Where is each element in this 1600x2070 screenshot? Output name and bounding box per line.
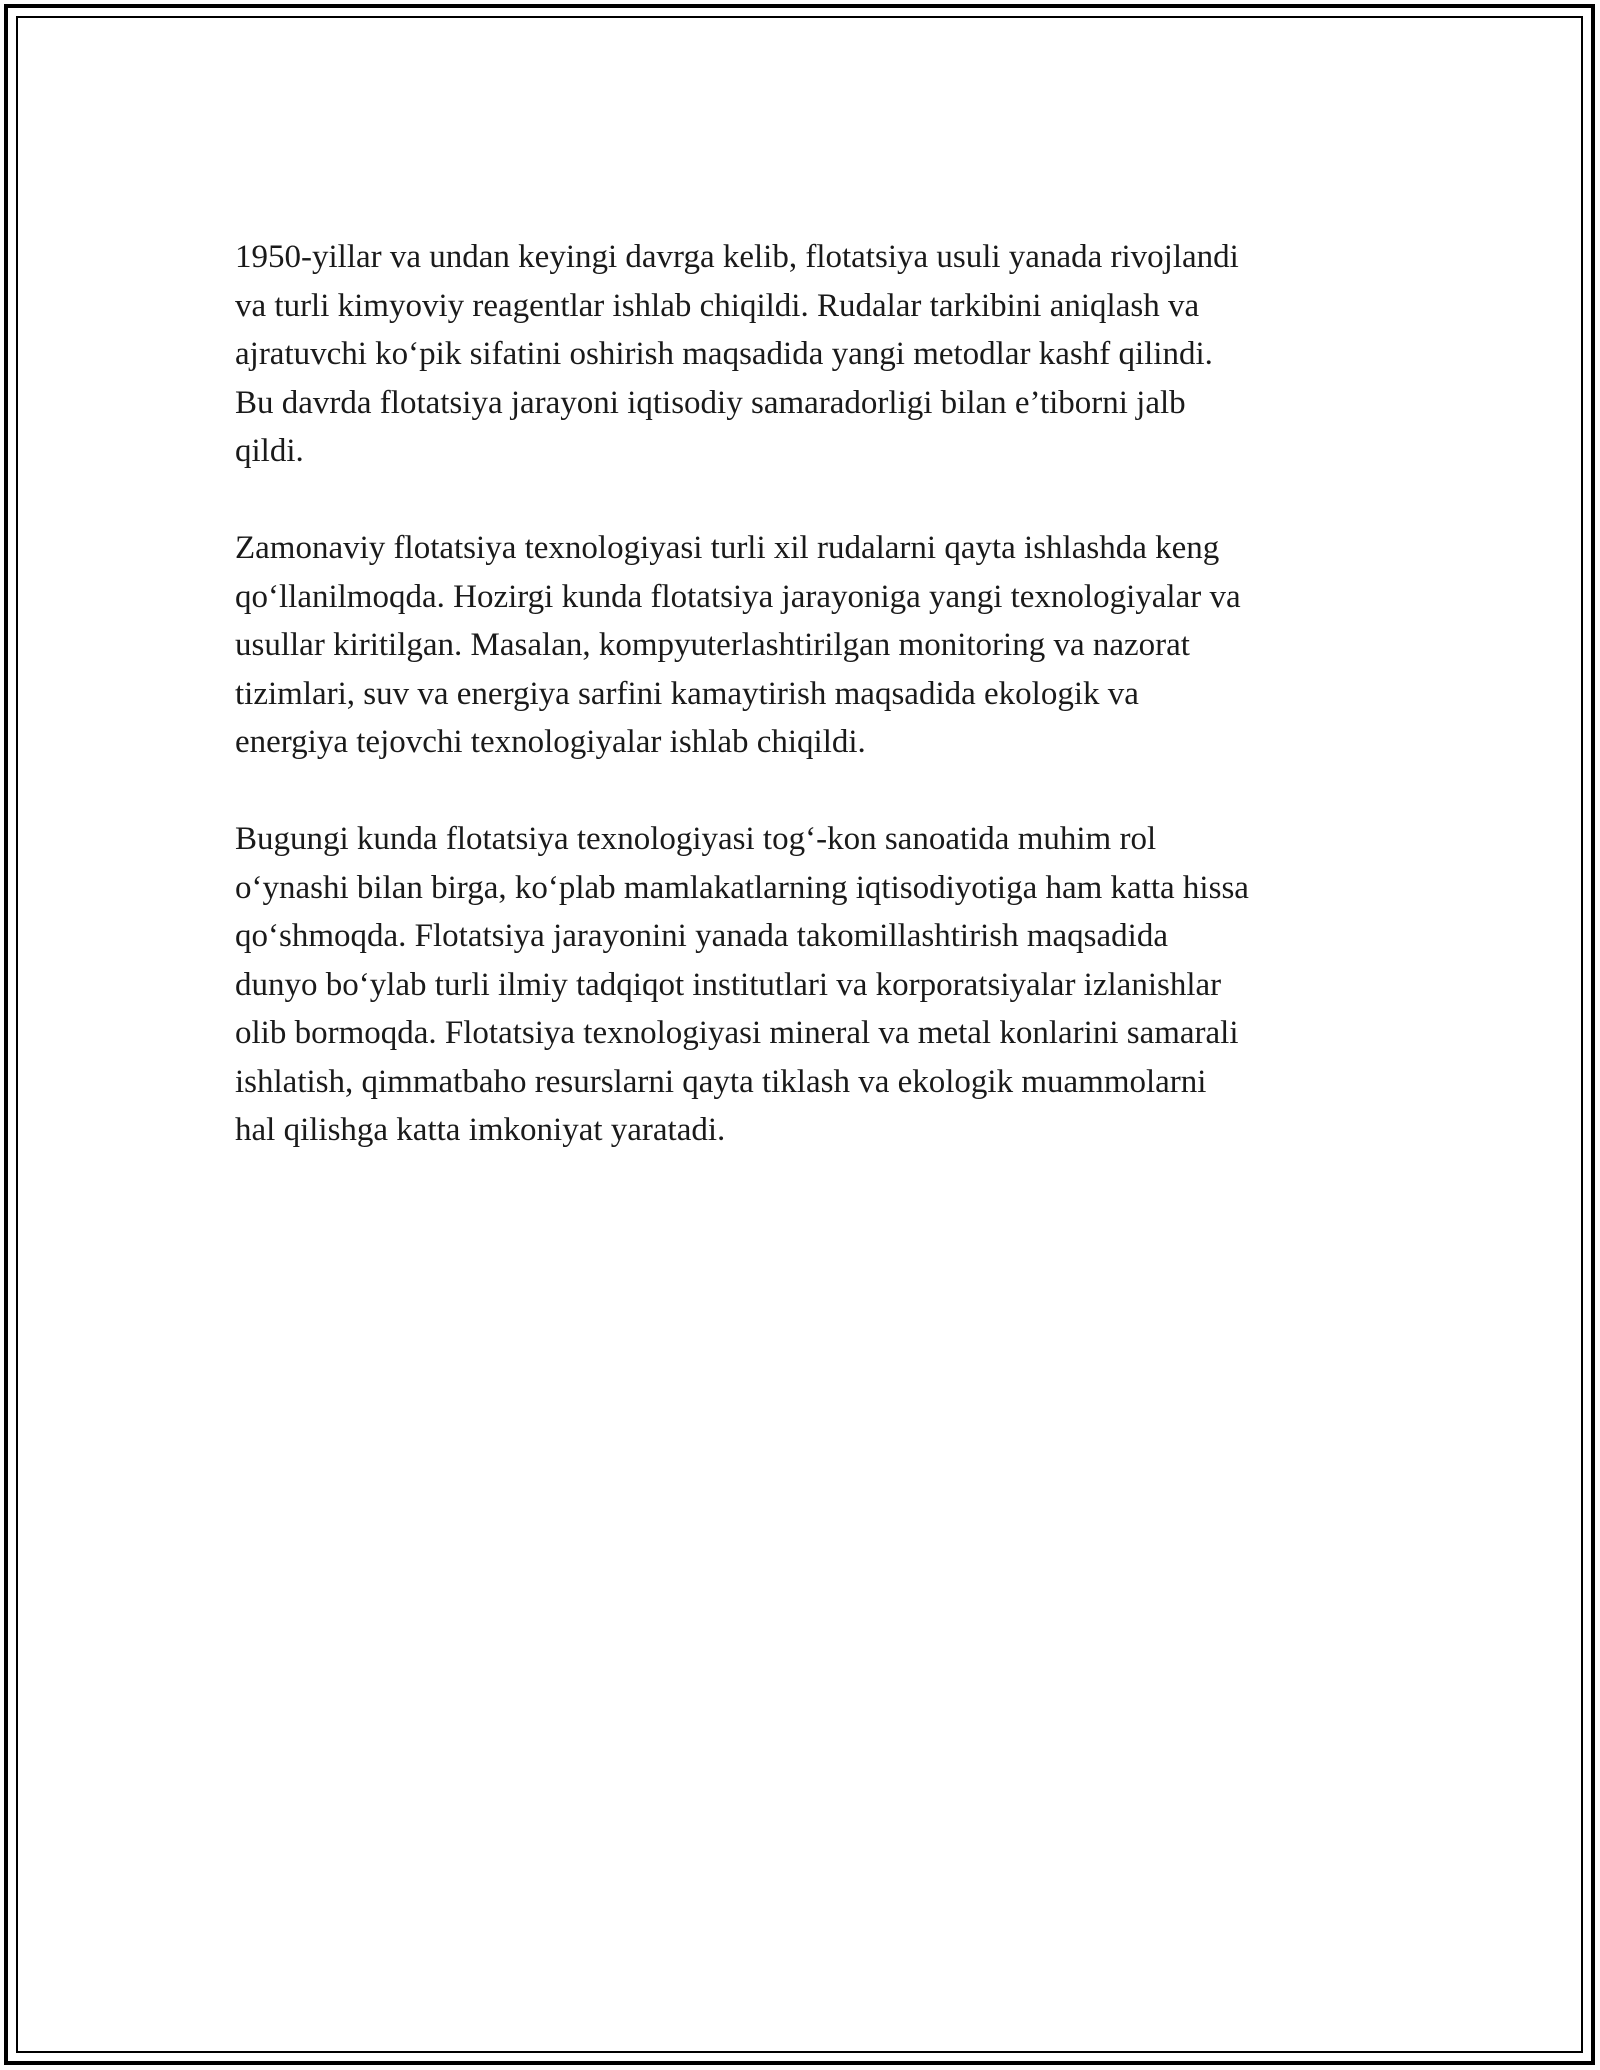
text-line: usullar kiritilgan. Masalan, kompyuterlashtirilgan monitoring va nazorat	[235, 627, 1190, 663]
text-line: ishlatish, qimmatbaho resurslarni qayta tiklash va ekologik muammolarni	[235, 1063, 1207, 1100]
text-line: 1950-yillar va undan keyingi davrga kelib, flotatsiya usuli yanada rivojlandi	[235, 239, 1239, 275]
paragraph-2	[235, 524, 1375, 767]
text-line: qo‘llanilmoqda. Hozirgi kunda flotatsiya jarayoniga yangi texnologiyalar va	[235, 578, 1241, 615]
text-line: va turli kimyoviy reagentlar ishlab chiqildi. Rudalar tarkibini aniqlash va	[235, 287, 1200, 324]
text-line: tizimlari, suv va energiya sarfini kamaytirish maqsadida ekologik va	[235, 675, 1139, 712]
text-line: ajratuvchi ko‘pik sifatini oshirish maqsadida yangi metodlar kashf qilindi.	[235, 336, 1213, 372]
text-line: hal qilishga katta imkoniyat yaratadi.	[235, 1112, 726, 1148]
text-line: olib bormoqda. Flotatsiya texnologiyasi mineral va metal konlarini samarali	[235, 1015, 1239, 1051]
text-line: qo‘shmoqda. Flotatsiya jarayonini yanada takomillashtirish maqsadida	[235, 918, 1168, 954]
text-line: qildi.	[235, 433, 304, 469]
text-line: Bu davrda flotatsiya jarayoni iqtisodiy samaradorligi bilan e’tiborni jalb	[235, 384, 1186, 421]
text-line: energiya tejovchi texnologiyalar ishlab chiqildi.	[235, 724, 866, 760]
paragraph-1	[235, 233, 1375, 476]
text-line: Bugungi kunda flotatsiya texnologiyasi tog‘-kon sanoatida muhim rol	[235, 821, 1157, 857]
paragraph-3	[235, 815, 1375, 1155]
text-line: dunyo bo‘ylab turli ilmiy tadqiqot institutlari va korporatsiyalar izlanishlar	[235, 966, 1222, 1003]
document-body	[235, 233, 1375, 1203]
text-line: o‘ynashi bilan birga, ko‘plab mamlakatlarning iqtisodiyotiga ham katta hissa	[235, 869, 1249, 906]
text-line: Zamonaviy flotatsiya texnologiyasi turli xil rudalarni qayta ishlashda keng	[235, 530, 1220, 566]
